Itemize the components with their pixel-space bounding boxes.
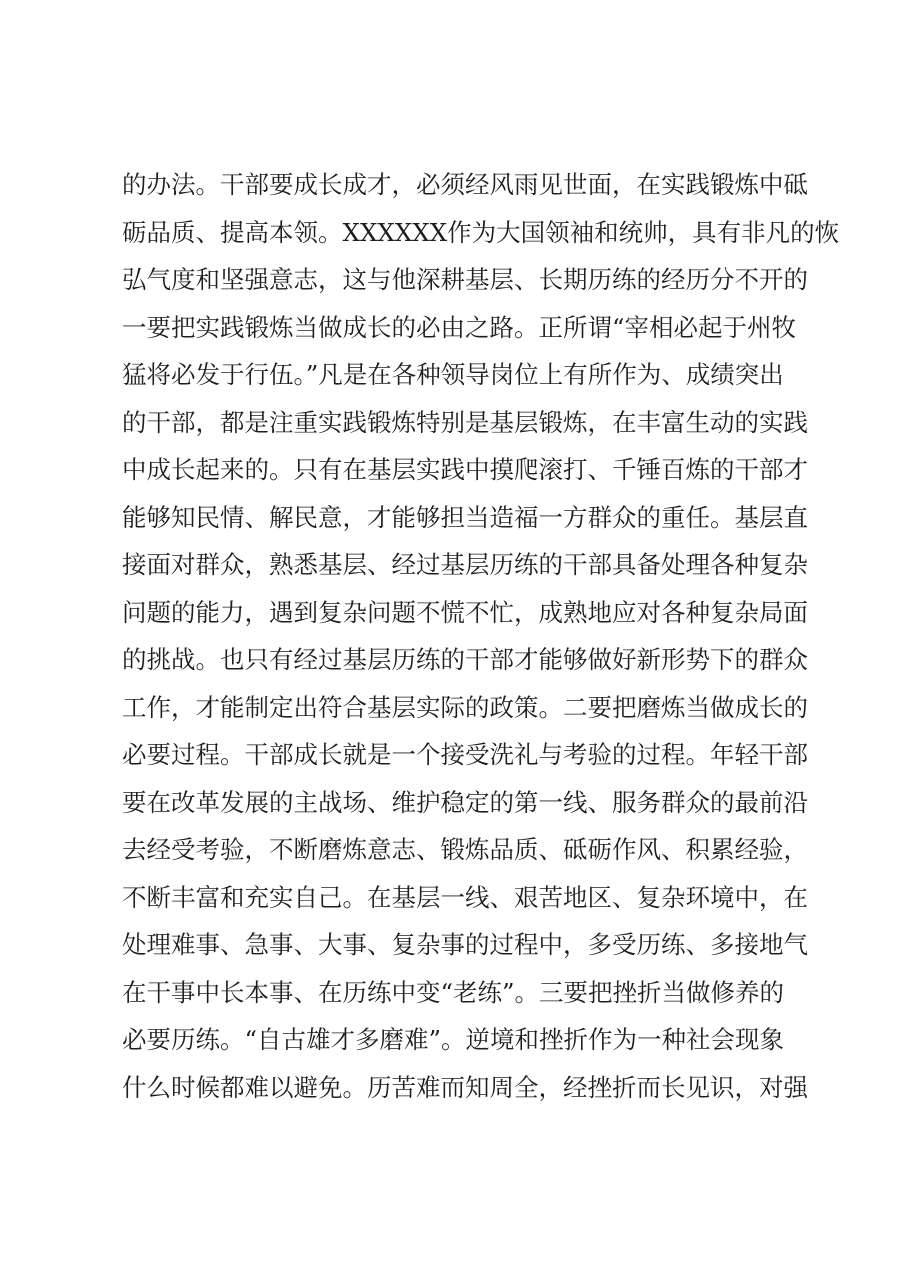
text-line: 必要历练。“自古雄才多磨难”。逆境和挫折作为一种社会现象 bbox=[122, 1025, 785, 1054]
text-line: 猛将必发于行伍。”凡是在各种领导岗位上有所作为、成绩突出 bbox=[122, 360, 784, 389]
text-line: 什么时候都难以避免。历苦难而知周全，经挫折而长见识，对强 bbox=[122, 1072, 808, 1102]
text-line: 去经受考验，不断磨炼意志、锻炼品质、砥砺作风、积累经验， bbox=[122, 835, 808, 864]
text-line: 接面对群众，熟悉基层、经过基层历练的干部具备处理各种复杂 bbox=[122, 550, 808, 579]
text-line: 的办法。干部要成长成才，必须经风雨见世面，在实践锻炼中砥 bbox=[122, 170, 808, 199]
text-line: 要在改革发展的主战场、维护稳定的第一线、服务群众的最前沿 bbox=[122, 787, 808, 817]
text-line: 的挑战。也只有经过基层历练的干部才能够做好新形势下的群众 bbox=[122, 645, 808, 674]
text-line: 必要过程。干部成长就是一个接受洗礼与考验的过程。年轻干部 bbox=[122, 740, 808, 769]
text-line: 不断丰富和充实自己。在基层一线、艰苦地区、复杂环境中，在 bbox=[122, 882, 808, 912]
text-line: 砺品质、提高本领。XXXXXX作为大国领袖和统帅，具有非凡的恢 bbox=[122, 217, 840, 247]
text-line: 处理难事、急事、大事、复杂事的过程中，多受历练、多接地气 bbox=[122, 930, 808, 959]
text-line: 的干部，都是注重实践锻炼特别是基层锻炼，在丰富生动的实践 bbox=[122, 407, 808, 437]
text-line: 中成长起来的。只有在基层实践中摸爬滚打、千锤百炼的干部才 bbox=[122, 455, 808, 484]
text-line: 一要把实践锻炼当做成长的必由之路。正所谓“宰相必起于州牧 bbox=[122, 312, 797, 342]
text-line: 工作，才能制定出符合基层实际的政策。二要把磨炼当做成长的 bbox=[122, 692, 808, 722]
text-line: 弘气度和坚强意志，这与他深耕基层、长期历练的经历分不开的 bbox=[122, 265, 808, 294]
body-text bbox=[122, 161, 840, 1111]
text-line: 问题的能力，遇到复杂问题不慌不忙，成熟地应对各种复杂局面 bbox=[122, 597, 808, 627]
text-line: 能够知民情、解民意，才能够担当造福一方群众的重任。基层直 bbox=[122, 502, 808, 532]
text-line: 在干事中长本事、在历练中变“老练”。三要把挫折当做修养的 bbox=[122, 977, 785, 1007]
